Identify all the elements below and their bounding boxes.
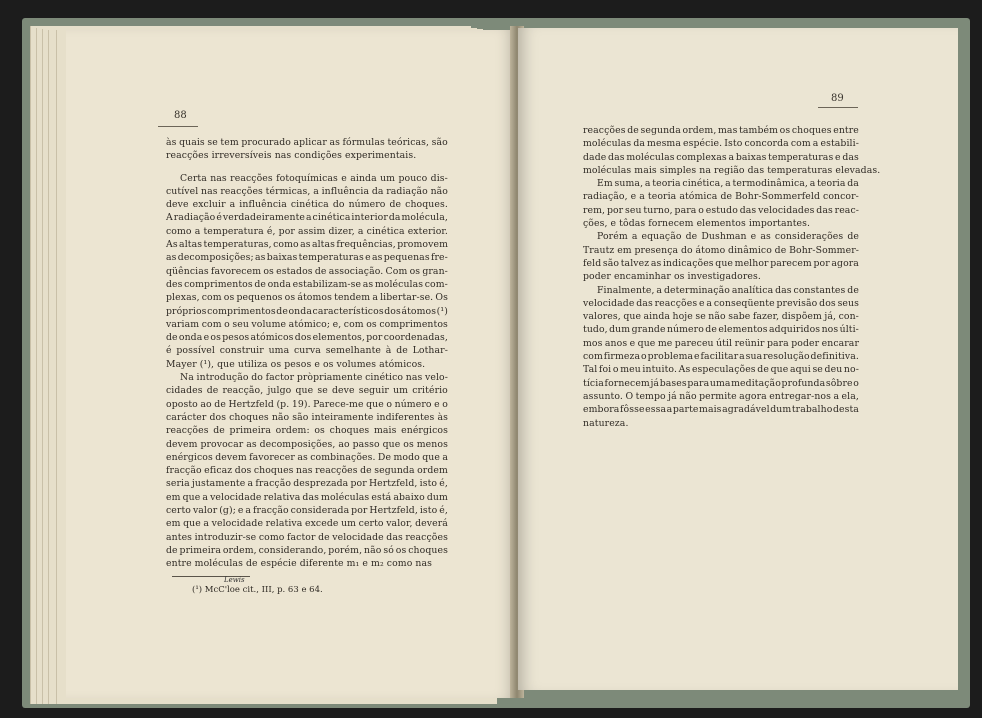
text-line: natureza. [583, 417, 629, 429]
text-line: em que a velocidade relativa excede um certo valor, deverá [166, 518, 448, 530]
text-line: reacções de primeira ordem: os choques mais enérgicos [166, 425, 448, 437]
text-line: rem, por seu turno, para o estudo das velocidades das reac- [583, 204, 859, 216]
text-line: cutível nas reacções térmicas, a influência da radiação não [166, 185, 448, 197]
text-line: ções, e tôdas fornecem elementos importantes. [583, 218, 811, 230]
text-line: Finalmente, a determinação analítica das constantes de [597, 284, 859, 296]
text-line: plexas, com os pequenos os átomos tendem a libertar-se. Os [166, 292, 448, 304]
text-line: antes introduzir-se como factor de velocidade das reacções [166, 531, 448, 543]
text-line: As altas temperaturas, como as altas frequências, promovem [166, 239, 448, 251]
handwritten-annotation: Lewis [224, 576, 245, 584]
page-number: 89 [831, 93, 844, 104]
text-line: dade das moléculas complexas a baixas temperaturas e das [583, 151, 859, 163]
text-line: radiação, e a teoria atómica de Bohr-Sommerfeld concor- [583, 191, 859, 203]
text-line: seria justamente a fracção desprezada por Hertzfeld, isto é, [166, 478, 448, 490]
text-line: de onda e os pesos atómicos dos elementos, por coordenadas, [166, 332, 448, 344]
text-line: assunto. O tempo já não permite agora entregar-nos a ela, [583, 390, 859, 402]
text-line: tudo, dum grande número de elementos adquiridos nos últi- [583, 324, 859, 336]
text-line: oposto ao de Hertzfeld (p. 19). Parece-me que o número e o [166, 398, 448, 410]
text-line: às quais se tem procurado aplicar as fórmulas teóricas, são [166, 137, 448, 148]
text-line: mos anos e que me pareceu útil reünir para poder encarar [583, 337, 859, 349]
text-line: devem provocar as decomposições, ao passo que os menos [166, 438, 448, 450]
text-line: em que a velocidade relativa das moléculas está abaixo dum [166, 491, 448, 503]
text-line: Trautz em presença do átomo dinâmico de Bohr-Sommer- [583, 244, 859, 256]
text-line: reacções de segunda ordem, mas também os choques entre [583, 125, 859, 136]
text-line: Certa nas reacções fotoquímicas e ainda um pouco dis- [180, 172, 448, 184]
text-line: moléculas da mesma espécie. Isto concorda com a estabili- [583, 138, 859, 150]
text-line: certo valor (g); e a fracção considerada por Hertzfeld, isto é, [166, 505, 448, 517]
text-line: Tal foi o meu intuito. As especulações de que aqui se deu no- [583, 364, 859, 376]
text-line: com firmeza o problema e facilitar a sua resolução definitiva. [583, 351, 859, 363]
text-line: poder encaminhar os investigadores. [583, 271, 761, 283]
text-line: reacções irreversíveis nas condições experimentais. [166, 150, 417, 162]
text-line: fracção eficaz dos choques nas reacções de segunda ordem [166, 465, 448, 477]
text-line: carácter dos choques não são inteiramente indiferentes às [166, 411, 448, 423]
text-line: de primeira ordem, considerando, porém, não só os choques [166, 544, 448, 556]
text-line: A radiação é verdadeiramente a cinética interior da molécula, [166, 212, 448, 224]
text-line: embora fôsse essa a parte mais agradável dum trabalho desta [583, 404, 859, 416]
header-rule [158, 126, 198, 127]
body-text [166, 136, 448, 571]
text-line: Mayer (¹), que utiliza os pesos e os volumes atómicos. [166, 358, 426, 370]
page-number: 88 [174, 110, 187, 121]
text-line: moléculas mais simples na região das temperaturas elevadas. [583, 164, 881, 176]
text-line: cidades de reacção, julgo que se deve seguir um critério [166, 385, 448, 397]
text-line: como a temperatura é, por assim dizer, a cinética exterior. [166, 225, 448, 237]
text-line: enérgicos devem favorecer as combinações. De modo que a [166, 451, 448, 463]
text-line: Na introdução do factor pròpriamente cinético nas velo- [180, 372, 448, 384]
text-line: Porém a equação de Dushman e as considerações de [597, 231, 859, 243]
text-line: qüências favorecem os estados de associação. Com os gran- [166, 265, 448, 277]
text-line: próprios comprimentos de onda característicos dos átomos (¹) [166, 305, 448, 317]
text-line: velocidade das reacções e a conseqüente previsão dos seus [583, 297, 859, 309]
text-line: Em suma, a teoria cinética, a termodinâmica, a teoria da [597, 178, 859, 190]
body-text [583, 124, 881, 430]
text-line: tícia fornecem já bases para uma meditação profunda sôbre o [583, 377, 859, 389]
text-line: des comprimentos de onda estabilizam-se as moléculas com- [166, 278, 448, 290]
footnote: (¹) McC'loe cit., III, p. 63 e 64. [192, 585, 323, 595]
text-line: valores, que ainda hoje se não sabe fazer, dispõem já, con- [583, 311, 859, 323]
text-line: deve excluir a influência cinética do número de choques. [166, 199, 448, 211]
right-page [518, 28, 958, 690]
text-line: feld são talvez as indicações que melhor parecem por agora [583, 257, 859, 269]
text-line: é possível construir uma curva semelhante à de Lothar- [166, 345, 448, 357]
text-line: entre moléculas de espécie diferente m₁ e m₂ como nas [166, 558, 433, 570]
header-rule [818, 107, 858, 108]
text-line: variam com o seu volume atómico; e, com os comprimentos [166, 318, 448, 330]
text-line: as decomposições; as baixas temperaturas e as pequenas fre- [166, 252, 448, 264]
left-page [66, 30, 516, 698]
